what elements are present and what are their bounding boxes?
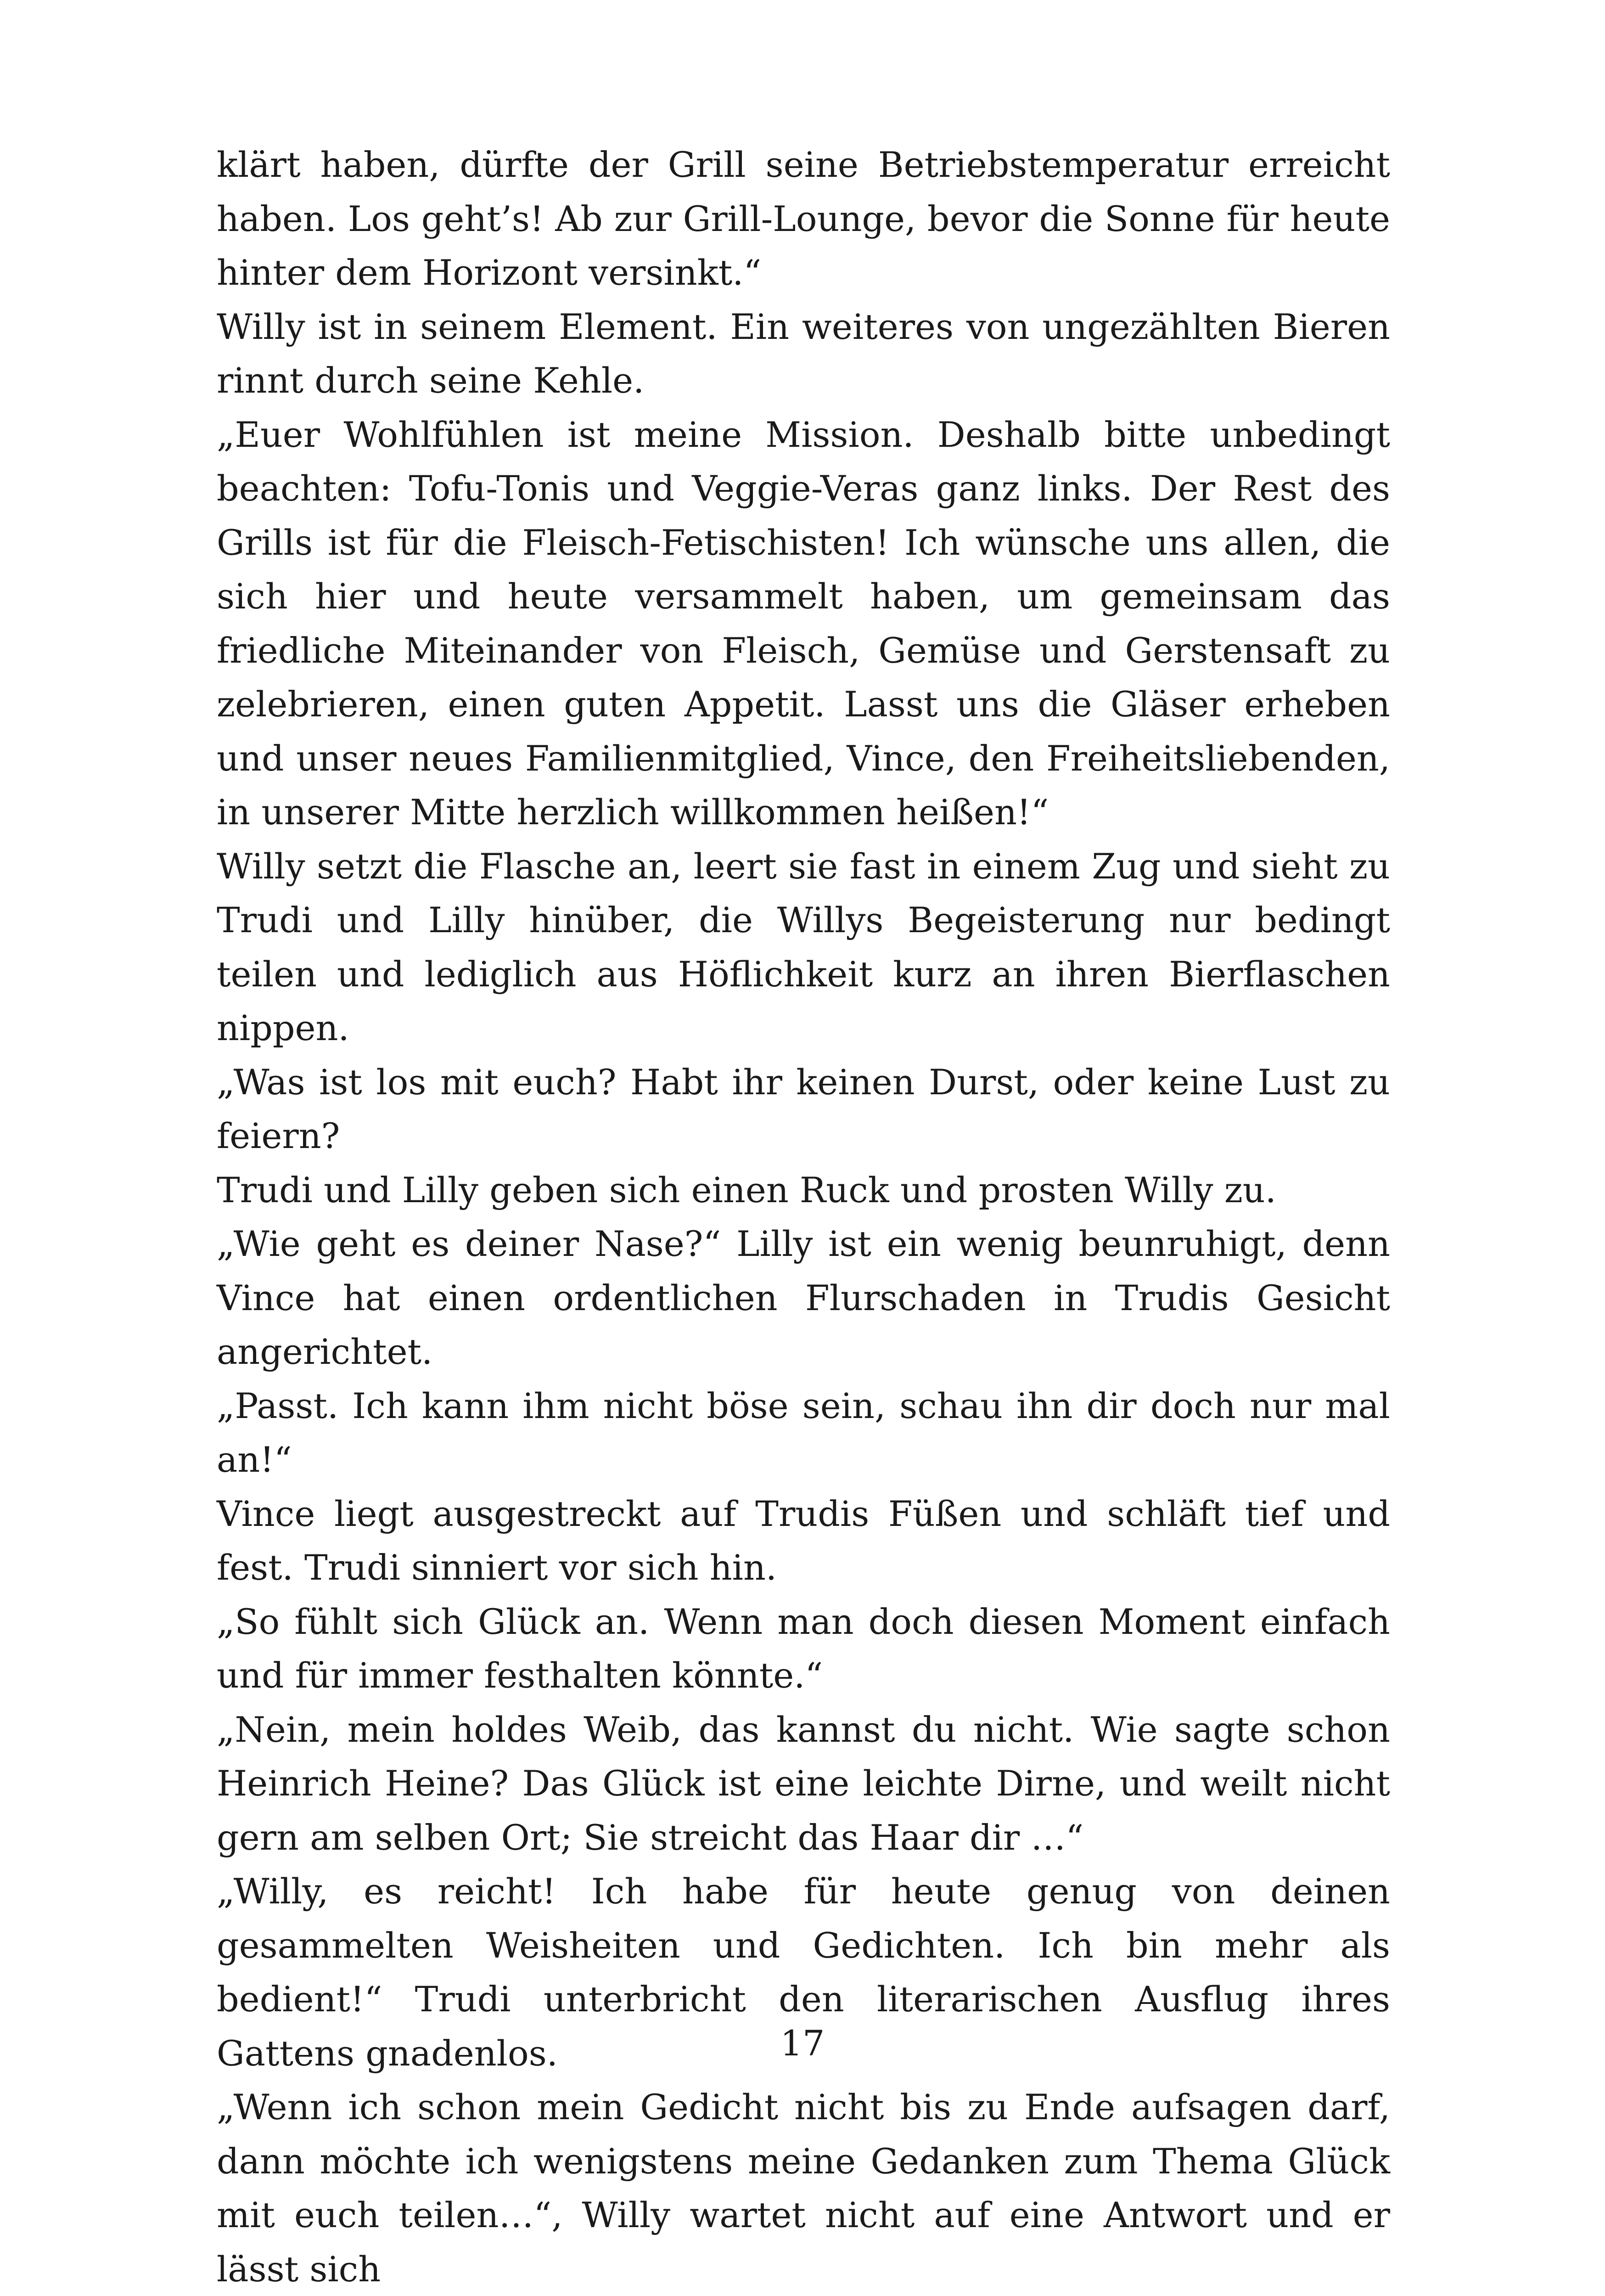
paragraph: „Nein, mein holdes Weib, das kannst du nicht. Wie sagte schon Heinrich Heine? Das Glück ist eine leichte Dirne, und weilt nicht gern am selben Ort; Sie streicht das Haar dir …“ <box>217 1709 1390 1858</box>
paragraph: „Was ist los mit euch? Habt ihr keinen Durst, oder keine Lust zu feiern? <box>217 1061 1390 1156</box>
paragraph: „Wenn ich schon mein Gedicht nicht bis zu Ende aufsagen darf, dann möchte ich wenigstens meine Gedanken zum Thema Glück mit euch teilen…“, Willy wartet nicht auf eine Antwort und er lässt sich <box>217 2087 1390 2290</box>
paragraph: Vince liegt ausgestreckt auf Trudis Füßen und schläft tief und fest. Trudi sinniert vor sich hin. <box>217 1493 1390 1588</box>
page-body <box>217 138 1390 2296</box>
paragraph: „Willy, es reicht! Ich habe für heute genug von deinen gesammelten Weisheiten und Gedichten. Ich bin mehr als bedient!“ Trudi unterbricht den literarischen Ausflug ihres Gattens gnadenlos. <box>217 1871 1390 2074</box>
paragraph: „Euer Wohlfühlen ist meine Mission. Deshalb bitte unbedingt beachten: Tofu-Tonis und Veggie-Veras ganz links. Der Rest des Grills ist für die Fleisch-Fetischisten! Ich wünsche uns allen, die sich hier und heute versammelt haben, um gemeinsam das friedliche Miteinander von Fleisch, Gemüse und Gerstensaft zu zelebrieren, einen guten Appetit. Lasst uns die Gläser erheben und unser neues Familienmitglied, Vince, den Freiheitsliebenden, in unserer Mitte herzlich willkommen heißen!“ <box>217 414 1390 833</box>
paragraph: klärt haben, dürfte der Grill seine Betriebstemperatur erreicht haben. Los geht’s! Ab zur Grill-Lounge, bevor die Sonne für heute hinter dem Horizont versinkt.“ <box>217 144 1390 293</box>
paragraph: Willy ist in seinem Element. Ein weiteres von ungezählten Bieren rinnt durch seine Kehle. <box>217 306 1390 401</box>
paragraph: „So fühlt sich Glück an. Wenn man doch diesen Moment einfach und für immer festhalten könnte.“ <box>217 1601 1390 1696</box>
paragraph: Trudi und Lilly geben sich einen Ruck und prosten Willy zu. <box>217 1169 1276 1210</box>
paragraph: „Passt. Ich kann ihm nicht böse sein, schau ihn dir doch nur mal an!“ <box>217 1385 1390 1480</box>
paragraph: Willy setzt die Flasche an, leert sie fast in einem Zug und sieht zu Trudi und Lilly hinüber, die Willys Begeisterung nur bedingt teilen und lediglich aus Höflichkeit kurz an ihren Bierflaschen nippen. <box>217 845 1390 1048</box>
page-number: 17 <box>780 2023 825 2064</box>
paragraph: „Wie geht es deiner Nase?“ Lilly ist ein wenig beunruhigt, denn Vince hat einen ordentlichen Flurschaden in Trudis Gesicht angerichtet. <box>217 1223 1390 1372</box>
